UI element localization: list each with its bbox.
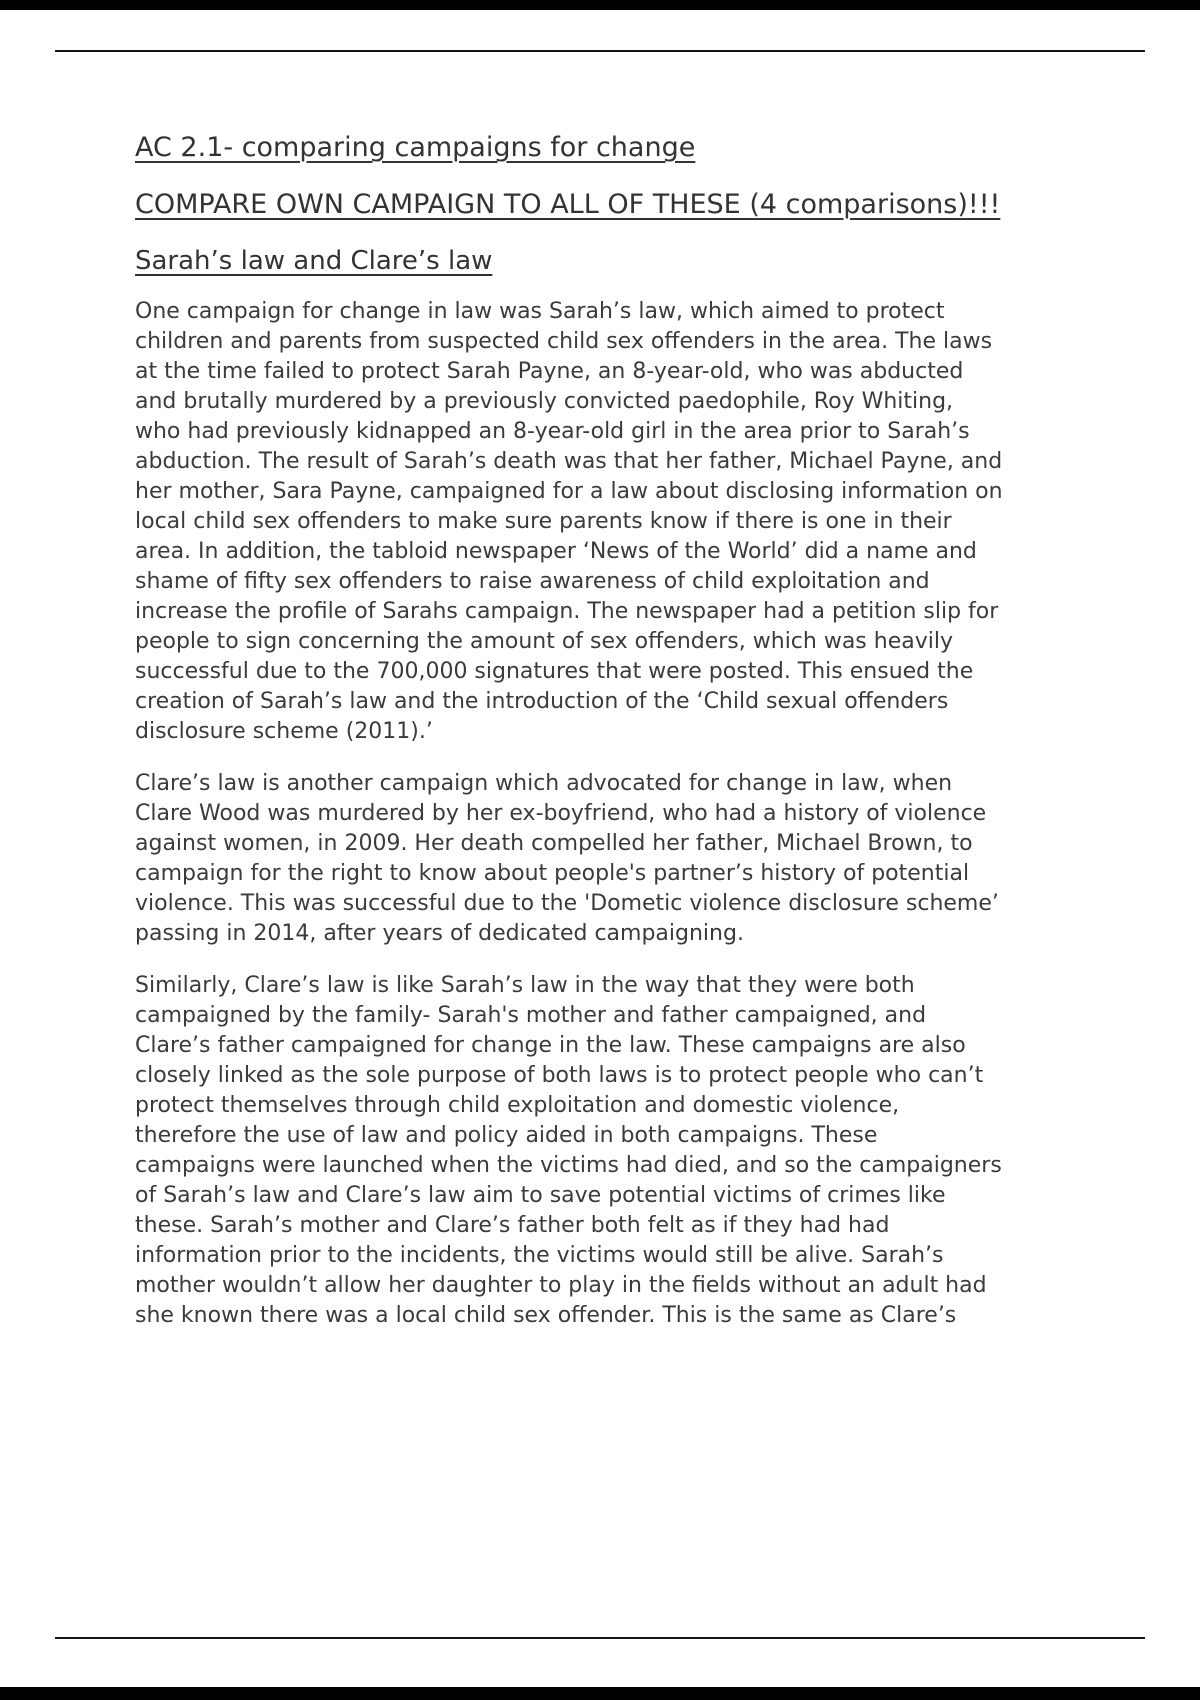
footer-rule — [55, 1637, 1145, 1639]
paragraph-sarahs-law: One campaign for change in law was Sarah’s law, which aimed to protect children and parents from suspected child sex offenders in the area. The laws at the time failed to protect Sarah Payne, an 8-year-old, who was abducted and brutally murdered by a previously convicted paedophile, Roy Whiting, who had previously kidnapped an 8-year-old girl in the area prior to Sarah’s abduction. The result of Sarah’s death was that her father, Michael Payne, and her mother, Sara Payne, campaigned for a law about disclosing information on local child sex offenders to make sure parents know if there is one in their area. In addition, the tabloid newspaper ‘News of the World’ did a name and shame of fifty sex offenders to raise awareness of child exploitation and increase the profile of Sarahs campaign. The newspaper had a petition slip for people to sign concerning the amount of sex offenders, which was heavily successful due to the 700,000 signatures that were posted. This ensued the creation of Sarah’s law and the introduction of the ‘Child sexual offenders disclosure scheme (2011).’ — [135, 299, 1003, 744]
heading-ac21: AC 2.1- comparing campaigns for change — [135, 132, 696, 163]
paragraph-comparison: Similarly, Clare’s law is like Sarah’s law in the way that they were both campaigned by the family- Sarah's mother and father campaigned, and Clare’s father campaigned for change in the law. These campaigns are also closely linked as the sole purpose of both laws is to protect people who can’t protect themselves through child exploitation and domestic violence, therefore the use of law and policy aided in both campaigns. These campaigns were launched when the victims had died, and so the campaigners of Sarah’s law and Clare’s law aim to save potential victims of crimes like these. Sarah’s mother and Clare’s father both felt as if they had had information prior to the incidents, the victims would still be alive. Sarah’s mother wouldn’t allow her daughter to play in the fields without an adult had she known there was a local child sex offender. This is the same as Clare’s — [135, 973, 1002, 1328]
heading-sarahs-and-clares-law: Sarah’s law and Clare’s law — [135, 246, 493, 276]
paragraph-clares-law: Clare’s law is another campaign which advocated for change in law, when Clare Wood was murdered by her ex-boyfriend, who had a history of violence against women, in 2009. Her death compelled her father, Michael Brown, to campaign for the right to know about people's partner’s history of potential violence. This was successful due to the 'Dometic violence disclosure scheme’ passing in 2014, after years of dedicated campaigning. — [135, 771, 999, 946]
heading-compare-instruction: COMPARE OWN CAMPAIGN TO ALL OF THESE (4 comparisons)!!! — [135, 189, 1001, 220]
header-rule — [55, 50, 1145, 52]
document-content — [135, 131, 1003, 1353]
top-border-bar — [0, 0, 1200, 10]
bottom-border-bar — [0, 1687, 1200, 1700]
